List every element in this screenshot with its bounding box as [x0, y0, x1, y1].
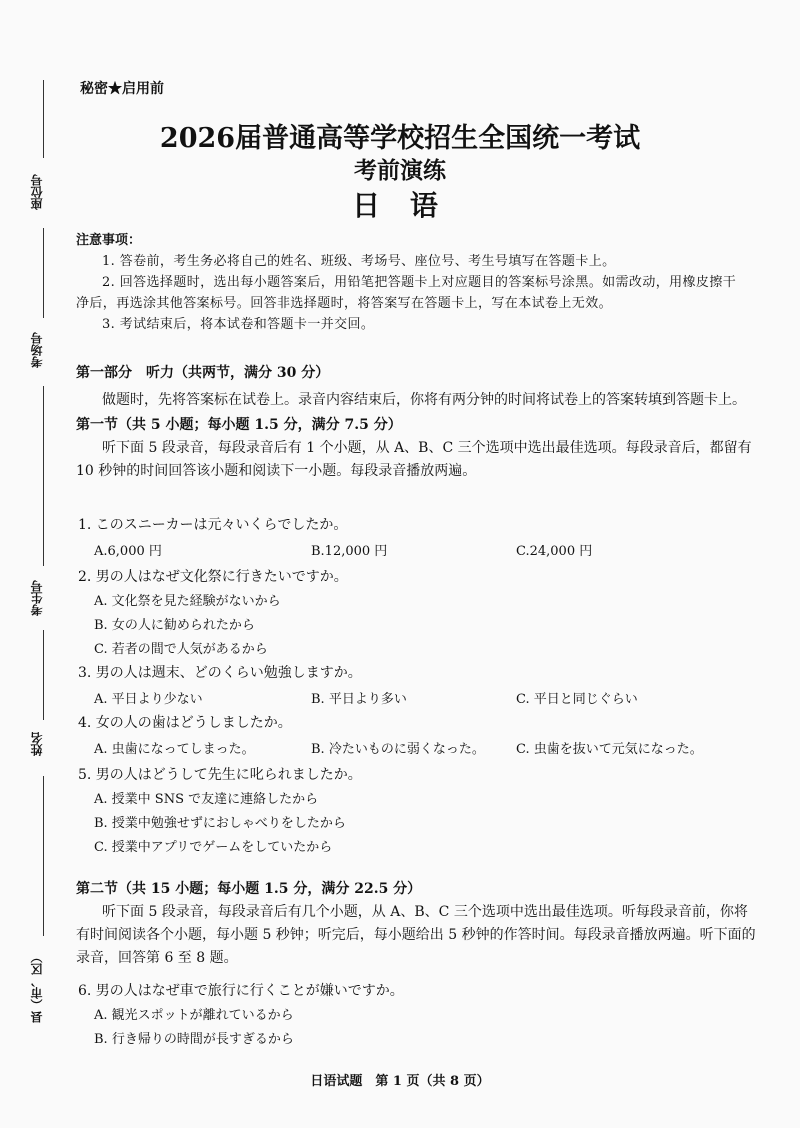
- confidential-mark: 秘密★启用前: [80, 81, 164, 97]
- instruction-item: 3. 考试结束后，将本试卷和答题卡一并交回。: [102, 317, 375, 332]
- question-4: 4. 女の人の歯はどうしましたか。: [78, 715, 292, 731]
- instruction-item: 1. 答卷前，考生务必将自己的姓名、班级、考场号、座位号、考生号填写在答题卡上。: [102, 254, 616, 269]
- option-a: A. 授業中 SNS で友達に連絡したから: [94, 792, 319, 807]
- question-1: 1. このスニーカーは元々いくらでしたか。: [78, 517, 348, 533]
- instructions-heading: 注意事项：: [76, 233, 142, 248]
- section1-heading: 第一节（共 5 小题；每小题 1.5 分，满分 7.5 分）: [76, 417, 402, 433]
- instruction-item: 2. 回答选择题时，选出每小题答案后，用铅笔把答题卡上对应题目的答案标号涂黑。如需改动，用橡皮擦干净后，再选涂其他答案标号。回答非选择题时，将答案写在答题卡上，写在本试卷上无效。: [76, 275, 737, 311]
- option-c: C. 若者の間で人気があるから: [94, 642, 268, 657]
- option-c: C. 授業中アプリでゲームをしていたから: [94, 840, 333, 855]
- option-b: B. 女の人に勧められたから: [94, 618, 255, 633]
- part1-block: [76, 362, 756, 483]
- option-a: A. 虫歯になってしまった。: [94, 742, 255, 757]
- question-6: 6. 男の人はなぜ車で旅行に行くことが嫌いですか。: [78, 983, 404, 999]
- option-b: B. 冷たいものに弱くなった。: [311, 742, 485, 757]
- seat-number-label: 座位号: [30, 174, 44, 210]
- margin-rule: [43, 630, 44, 720]
- option-a: A. 平日より少ない: [94, 692, 203, 707]
- section2-block: [76, 878, 756, 970]
- section1-intro: 听下面 5 段录音，每段录音后有 1 个小题，从 A、B、C 三个选项中选出最佳选项。每段录音后，都留有 10 秒钟的时间回答该小题和阅读下一小题。每段录音播放两遍。: [76, 440, 752, 479]
- page-footer: 日语试题 第 1 页（共 8 页）: [310, 1074, 490, 1089]
- option-b: B. 授業中勉強せずにおしゃべりをしたから: [94, 816, 346, 831]
- exam-room-label: 考场号: [30, 332, 44, 368]
- option-c: C. 虫歯を抜いて元気になった。: [516, 742, 703, 757]
- option-b: B.12,000 円: [311, 544, 388, 559]
- section2-intro: 听下面 5 段录音，每段录音后有几个小题，从 A、B、C 三个选项中选出最佳选项。听每段录音前，你将有时间阅读各个小题，每小题 5 秒钟；听完后，每小题给出 5 秒钟的作答时间。每段录音播放两遍。听下面的录音，回答第 6 至 8 题。: [76, 904, 756, 966]
- option-b: B. 平日より多い: [311, 692, 407, 707]
- candidate-number-label: 考生号: [30, 580, 44, 616]
- county-label: 县（市、区）: [30, 951, 44, 1023]
- name-label: 姓名: [30, 732, 44, 756]
- subject-title: 日 语: [352, 189, 448, 222]
- option-b: B. 行き帰りの時間が長すぎるから: [94, 1032, 294, 1047]
- option-c: C.24,000 円: [516, 544, 593, 559]
- margin-rule: [43, 386, 44, 566]
- part1-intro: 做题时，先将答案标在试卷上。录音内容结束后，你将有两分钟的时间将试卷上的答案转填到答题卡上。: [102, 392, 746, 408]
- margin-rule: [43, 228, 44, 318]
- question-2: 2. 男の人はなぜ文化祭に行きたいですか。: [78, 569, 348, 585]
- option-a: A.6,000 円: [94, 544, 162, 559]
- instructions-block: [76, 230, 746, 335]
- exam-title: 2026届普通高等学校招生全国统一考试: [159, 123, 641, 154]
- option-a: A. 文化祭を見た経験がないから: [94, 594, 281, 609]
- exam-subtitle: 考前演练: [354, 157, 446, 184]
- question-5: 5. 男の人はどうして先生に叱られましたか。: [78, 767, 362, 783]
- section2-heading: 第二节（共 15 小题；每小题 1.5 分，满分 22.5 分）: [76, 881, 422, 897]
- option-a: A. 観光スポットが離れているから: [94, 1008, 294, 1023]
- question-3: 3. 男の人は週末、どのくらい勉強しますか。: [78, 665, 362, 681]
- option-c: C. 平日と同じぐらい: [516, 692, 638, 707]
- part1-heading: 第一部分 听力（共两节，满分 30 分）: [76, 365, 330, 381]
- margin-rule: [43, 776, 44, 936]
